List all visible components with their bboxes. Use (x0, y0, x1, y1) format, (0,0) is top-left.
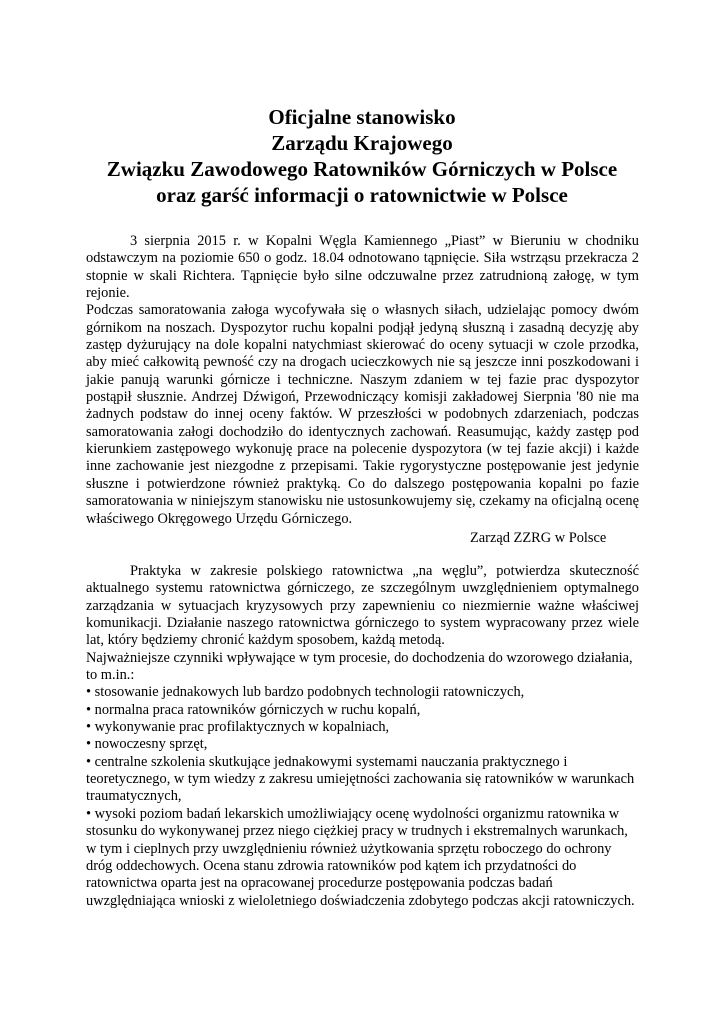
statement-paragraph-1: 3 sierpnia 2015 r. w Kopalni Węgla Kamiennego „Piast” w Bieruniu w chodniku odstawczym na poziomie 650 o godz. 18.04 odnotowano tąpnięcie. Siła wstrząsu przekracza 2 stopnie w skali Richtera. Tąpnięcie było silne odczuwalne przez zatrudnioną załogę, w tym rejonie. (86, 233, 639, 302)
title-line-4: oraz garść informacji o ratownictwie w Polsce (156, 183, 568, 207)
title-line-3: Związku Zawodowego Ratowników Górniczych w Polsce (106, 157, 618, 181)
list-item: • wysoki poziom badań lekarskich umożliwiający ocenę wydolności organizmu ratownika w stosunku do wykonywanej przez niego ciężkiej pracy w trudnych i ekstremalnych warunkach, w tym i cieplnych przy uwzględnieniu również użytkowania sprzętu roboczego do ochrony dróg oddechowych. Ocena stanu zdrowia ratowników pod kątem ich przydatności do ratownictwa oparta jest na opracowanej procedurze postępowania podczas badań uwzględniająca wnioski z wieloletniego doświadczenia zdobytego podczas akcji ratowniczych. (86, 805, 635, 909)
list-item: • normalna praca ratowników górniczych w ruchu kopalń, (86, 701, 421, 718)
factors-lead: Najważniejsze czynniki wpływające w tym procesie, do dochodzenia do wzorowego działania, to m.in.: (86, 649, 633, 684)
signature: Zarząd ZZRG w Polsce (470, 530, 607, 546)
statement-section (86, 233, 639, 528)
list-item: • nowoczesny sprzęt, (86, 736, 208, 753)
practice-intro: Praktyka w zakresie polskiego ratownictwa „na węglu”, potwierdza skuteczność aktualnego systemu ratownictwa górniczego, ze szczególnym uwzględnieniem optymalnego zarządzania w sytuacjach kryzysowych przy zapewnieniu co niezmiernie ważne właściwej komunikacji. Działanie naszego ratownictwa górniczego to system wypracowany przez wiele lat, który będziemy chronić każdym sposobem, każdą metodą. (86, 563, 639, 649)
practice-section (86, 563, 639, 910)
list-item: • wykonywanie prac profilaktycznych w kopalniach, (86, 719, 390, 736)
document-title (0, 104, 724, 208)
list-item: • stosowanie jednakowych lub bardzo podobnych technologii ratowniczych, (86, 684, 525, 701)
title-line-2: Zarządu Krajowego (271, 131, 453, 155)
list-item: • centralne szkolenia skutkujące jednakowymi systemami nauczania praktycznego i teoretycznego, w tym wiedzy z zakresu umiejętności zachowania się ratowników w warunkach traumatycznych, (86, 753, 635, 805)
title-line-1: Oficjalne stanowisko (268, 105, 456, 129)
statement-paragraph-2: Podczas samoratowania załoga wycofywała się o własnych siłach, udzielając pomocy dwóm górnikom na noszach. Dyspozytor ruchu kopalni podjął jedyną słuszną i zasadną decyzję aby zastęp dyżurujący na dole kopalni natychmiast skierować do oceny sytuacji w czole przodka, aby mieć całkowitą pewność czy na drogach ucieczkowych nie są jeszcze inni poszkodowani i jakie panują warunki górnicze i techniczne. Naszym zdaniem w tej fazie prac dyspozytor postąpił słusznie. Andrzej Dźwigoń, Przewodniczący komisji zakładowej Sierpnia '80 nie ma żadnych podstaw do innej oceny faktów. W przeszłości w podobnych zdarzeniach, podczas samoratowania załogi dochodziło do identycznych zachowań. Reasumując, każdy zastęp pod kierunkiem zastępowego wykonuję prace na polecenie dyspozytora (w tej fazie akcji) i każde inne zachowanie jest niezgodne z przepisami. Takie rygorystyczne postępowanie jest jedynie słuszne i potwierdzone również praktyką. Co do dalszego postępowania kopalni po fazie samoratowania w niniejszym stanowisku nie ustosunkowujemy się, czekamy na oficjalną ocenę właściwego Okręgowego Urzędu Górniczego. (86, 302, 639, 527)
